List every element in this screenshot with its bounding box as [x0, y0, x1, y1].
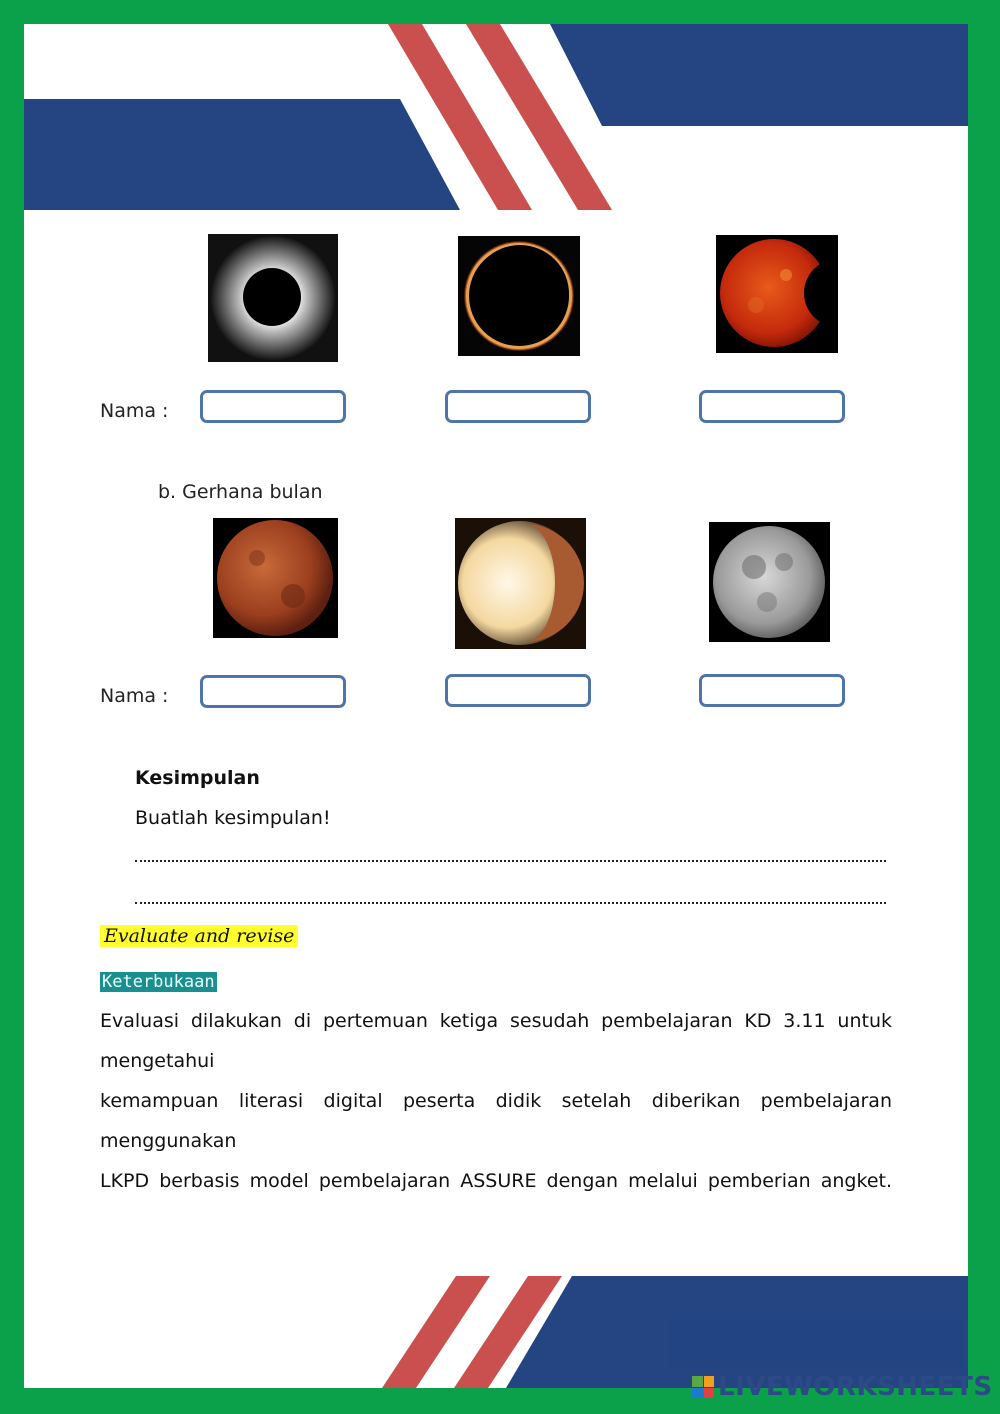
conclusion-answer-line-1 [135, 860, 886, 862]
lunar-answer-3-input[interactable] [699, 674, 845, 707]
liveworksheets-logo-icon [692, 1376, 714, 1398]
conclusion-heading: Kesimpulan [135, 767, 260, 789]
evaluation-paragraph [100, 1001, 892, 1201]
worksheet-page [24, 24, 968, 1388]
lunar-section-label: b. Gerhana bulan [158, 481, 323, 503]
penumbral-lunar-eclipse-image [709, 522, 830, 642]
lunar-answer-1-input[interactable] [200, 675, 346, 708]
solar-name-label: Nama : [100, 400, 169, 422]
total-solar-eclipse-image [208, 234, 338, 362]
partial-lunar-eclipse-image [455, 518, 586, 649]
lunar-name-label: Nama : [100, 685, 169, 707]
partial-solar-eclipse-image [716, 235, 838, 353]
evaluate-title: Evaluate and revise [100, 925, 298, 947]
solar-answer-2-input[interactable] [445, 390, 591, 423]
evaluation-line-3: LKPD berbasis model pembelajaran ASSURE dengan melalui pemberian angket. [100, 1170, 892, 1192]
watermark-band [668, 1318, 964, 1366]
annular-solar-eclipse-image [458, 236, 580, 356]
top-decoration [24, 24, 968, 234]
total-lunar-eclipse-image [213, 518, 338, 638]
solar-answer-1-input[interactable] [200, 390, 346, 423]
evaluation-line-1: Evaluasi dilakukan di pertemuan ketiga sesudah pembelajaran KD 3.11 untuk mengetahui [100, 1010, 892, 1072]
watermark-text: LIVEWORKSHEETS [718, 1372, 993, 1402]
evaluation-line-2: kemampuan literasi digital peserta didik setelah diberikan pembelajaran menggunakan [100, 1090, 892, 1152]
solar-answer-3-input[interactable] [699, 390, 845, 423]
conclusion-instruction: Buatlah kesimpulan! [135, 807, 331, 829]
conclusion-answer-line-2 [135, 902, 886, 904]
keterbukaan-tag: Keterbukaan [102, 972, 215, 992]
lunar-answer-2-input[interactable] [445, 674, 591, 707]
